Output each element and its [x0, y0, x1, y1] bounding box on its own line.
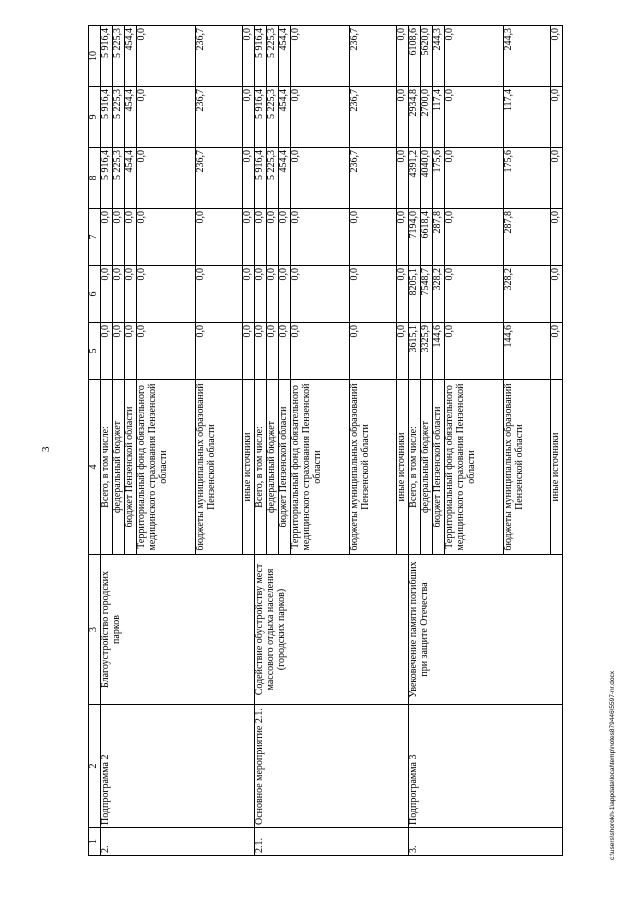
value-cell: 117,4	[433, 87, 445, 148]
value-cell: 0,0	[243, 323, 255, 380]
value-cell: 0,0	[279, 209, 291, 266]
value-cell: 0,0	[196, 266, 243, 323]
value-cell: 0,0	[113, 266, 125, 323]
value-cell: 454,4	[279, 87, 291, 148]
value-cell: 0,0	[279, 266, 291, 323]
budget-table	[88, 25, 563, 856]
value-cell: 0,0	[267, 209, 279, 266]
value-cell: 0,0	[397, 87, 409, 148]
header-row	[89, 26, 101, 856]
section-name: Подпрограмма 3	[409, 705, 563, 828]
value-cell: 0,0	[137, 323, 196, 380]
value-cell: 0,0	[397, 266, 409, 323]
value-cell: 236,7	[196, 26, 243, 87]
header-cell: 3	[89, 555, 101, 705]
funding-source-label: бюджет Пензенской области	[433, 380, 445, 555]
value-cell: 0,0	[243, 26, 255, 87]
value-cell: 6618,4	[421, 209, 433, 266]
value-cell: 0,0	[551, 87, 563, 148]
value-cell: 0,0	[291, 266, 350, 323]
value-cell: 0,0	[397, 148, 409, 209]
header-cell: 7	[89, 209, 101, 266]
value-cell: 5 225,3	[267, 87, 279, 148]
value-cell: 0,0	[397, 209, 409, 266]
value-cell: 6108,6	[409, 26, 421, 87]
funding-source-label: федеральный бюджет	[113, 380, 125, 555]
page-number: 3	[40, 446, 52, 452]
value-cell: 0,0	[291, 148, 350, 209]
table-row	[101, 26, 113, 856]
value-cell: 0,0	[551, 148, 563, 209]
value-cell: 0,0	[243, 209, 255, 266]
value-cell: 328,2	[433, 266, 445, 323]
value-cell: 5 225,3	[113, 26, 125, 87]
value-cell: 236,7	[350, 26, 397, 87]
funding-source-label: федеральный бюджет	[267, 380, 279, 555]
funding-source-label: Всего, в том числе:	[101, 380, 113, 555]
value-cell: 0,0	[243, 266, 255, 323]
value-cell: 5 916,4	[255, 87, 267, 148]
value-cell: 0,0	[137, 26, 196, 87]
value-cell: 5 225,3	[267, 148, 279, 209]
value-cell: 4040,0	[421, 148, 433, 209]
value-cell: 5 916,4	[101, 26, 113, 87]
funding-source-label: Территориальный фонд обязательного медицинского страхования Пензенской области	[445, 380, 504, 555]
value-cell: 0,0	[137, 148, 196, 209]
value-cell: 0,0	[243, 148, 255, 209]
value-cell: 454,4	[125, 87, 137, 148]
value-cell: 0,0	[397, 323, 409, 380]
header-cell: 2	[89, 705, 101, 828]
value-cell: 287,8	[433, 209, 445, 266]
rotated-table-container	[88, 26, 608, 856]
value-cell: 0,0	[397, 26, 409, 87]
funding-source-label: Территориальный фонд обязательного медицинского страхования Пензенской области	[137, 380, 196, 555]
value-cell: 5 916,4	[101, 87, 113, 148]
section-number: 2.	[101, 828, 255, 856]
funding-source-label: иные источники	[551, 380, 563, 555]
value-cell: 0,0	[445, 266, 504, 323]
header-cell: 5	[89, 323, 101, 380]
value-cell: 454,4	[125, 148, 137, 209]
value-cell: 2934,8	[409, 87, 421, 148]
table-body	[101, 26, 563, 856]
value-cell: 0,0	[137, 209, 196, 266]
value-cell: 0,0	[125, 323, 137, 380]
funding-source-label: федеральный бюджет	[421, 380, 433, 555]
value-cell: 0,0	[291, 26, 350, 87]
value-cell: 454,4	[125, 26, 137, 87]
section-number: 3.	[409, 828, 563, 856]
value-cell: 5 916,4	[255, 26, 267, 87]
header-cell: 10	[89, 26, 101, 87]
value-cell: 0,0	[125, 209, 137, 266]
value-cell: 0,0	[551, 266, 563, 323]
table-row	[255, 26, 267, 856]
value-cell: 0,0	[445, 323, 504, 380]
value-cell: 7548,7	[421, 266, 433, 323]
funding-source-label: бюджет Пензенской области	[125, 380, 137, 555]
funding-source-label: Территориальный фонд обязательного медицинского страхования Пензенской области	[291, 380, 350, 555]
value-cell: 287,8	[504, 209, 551, 266]
value-cell: 0,0	[551, 323, 563, 380]
section-name: Основное мероприятие 2.1.	[255, 705, 409, 828]
value-cell: 0,0	[350, 323, 397, 380]
value-cell: 0,0	[255, 209, 267, 266]
value-cell: 0,0	[445, 87, 504, 148]
funding-source-label: бюджеты муниципальных образований Пензенской области	[196, 380, 243, 555]
value-cell: 5 916,4	[101, 148, 113, 209]
section-title: Увековечение памяти погибших при защите Отечества	[409, 555, 563, 705]
value-cell: 5 225,3	[267, 26, 279, 87]
value-cell: 4391,2	[409, 148, 421, 209]
value-cell: 0,0	[125, 266, 137, 323]
funding-source-label: иные источники	[243, 380, 255, 555]
value-cell: 5 225,3	[113, 148, 125, 209]
value-cell: 0,0	[445, 148, 504, 209]
header-cell: 9	[89, 87, 101, 148]
value-cell: 0,0	[445, 26, 504, 87]
section-number: 2.1.	[255, 828, 409, 856]
value-cell: 8205,1	[409, 266, 421, 323]
value-cell: 0,0	[291, 87, 350, 148]
funding-source-label: бюджеты муниципальных образований Пензенской области	[350, 380, 397, 555]
value-cell: 454,4	[279, 148, 291, 209]
value-cell: 244,3	[504, 26, 551, 87]
value-cell: 5620,0	[421, 26, 433, 87]
value-cell: 0,0	[291, 323, 350, 380]
value-cell: 328,2	[504, 266, 551, 323]
value-cell: 0,0	[137, 87, 196, 148]
value-cell: 2700,0	[421, 87, 433, 148]
funding-source-label: Всего, в том числе:	[409, 380, 421, 555]
value-cell: 236,7	[350, 87, 397, 148]
value-cell: 236,7	[196, 87, 243, 148]
funding-source-label: бюджеты муниципальных образований Пензенской области	[504, 380, 551, 555]
value-cell: 244,3	[433, 26, 445, 87]
value-cell: 117,4	[504, 87, 551, 148]
value-cell: 236,7	[196, 148, 243, 209]
header-cell: 6	[89, 266, 101, 323]
value-cell: 3325,9	[421, 323, 433, 380]
value-cell: 144,6	[504, 323, 551, 380]
header-cell: 1	[89, 828, 101, 856]
value-cell: 0,0	[137, 266, 196, 323]
value-cell: 0,0	[113, 209, 125, 266]
value-cell: 0,0	[551, 209, 563, 266]
value-cell: 0,0	[350, 266, 397, 323]
value-cell: 5 225,3	[113, 87, 125, 148]
value-cell: 0,0	[291, 209, 350, 266]
value-cell: 0,0	[267, 323, 279, 380]
value-cell: 0,0	[243, 87, 255, 148]
section-name: Подпрограмма 2	[101, 705, 255, 828]
value-cell: 0,0	[255, 323, 267, 380]
value-cell: 236,7	[350, 148, 397, 209]
footer-file-path: c:\users\shorokh-1\appdata\local\temp\notes879446\5597-nr.docx	[609, 671, 616, 860]
value-cell: 0,0	[196, 323, 243, 380]
value-cell: 0,0	[113, 323, 125, 380]
funding-source-label: бюджет Пензенской области	[279, 380, 291, 555]
value-cell: 0,0	[255, 266, 267, 323]
value-cell: 0,0	[101, 323, 113, 380]
value-cell: 7194,0	[409, 209, 421, 266]
value-cell: 454,4	[279, 26, 291, 87]
section-title: Содействие обустройству мест массового отдыха населения (городских парков)	[255, 555, 409, 705]
header-cell: 4	[89, 380, 101, 555]
value-cell: 0,0	[350, 209, 397, 266]
value-cell: 175,6	[504, 148, 551, 209]
value-cell: 144,6	[433, 323, 445, 380]
value-cell: 5 916,4	[255, 148, 267, 209]
funding-source-label: Всего, в том числе:	[255, 380, 267, 555]
value-cell: 0,0	[101, 266, 113, 323]
value-cell: 0,0	[196, 209, 243, 266]
value-cell: 0,0	[279, 323, 291, 380]
section-title: Благоустройство городских парков	[101, 555, 255, 705]
header-cell: 8	[89, 148, 101, 209]
value-cell: 0,0	[267, 266, 279, 323]
table-row	[409, 26, 421, 856]
funding-source-label: иные источники	[397, 380, 409, 555]
value-cell: 0,0	[551, 26, 563, 87]
value-cell: 3615,1	[409, 323, 421, 380]
value-cell: 0,0	[445, 209, 504, 266]
value-cell: 175,6	[433, 148, 445, 209]
value-cell: 0,0	[101, 209, 113, 266]
